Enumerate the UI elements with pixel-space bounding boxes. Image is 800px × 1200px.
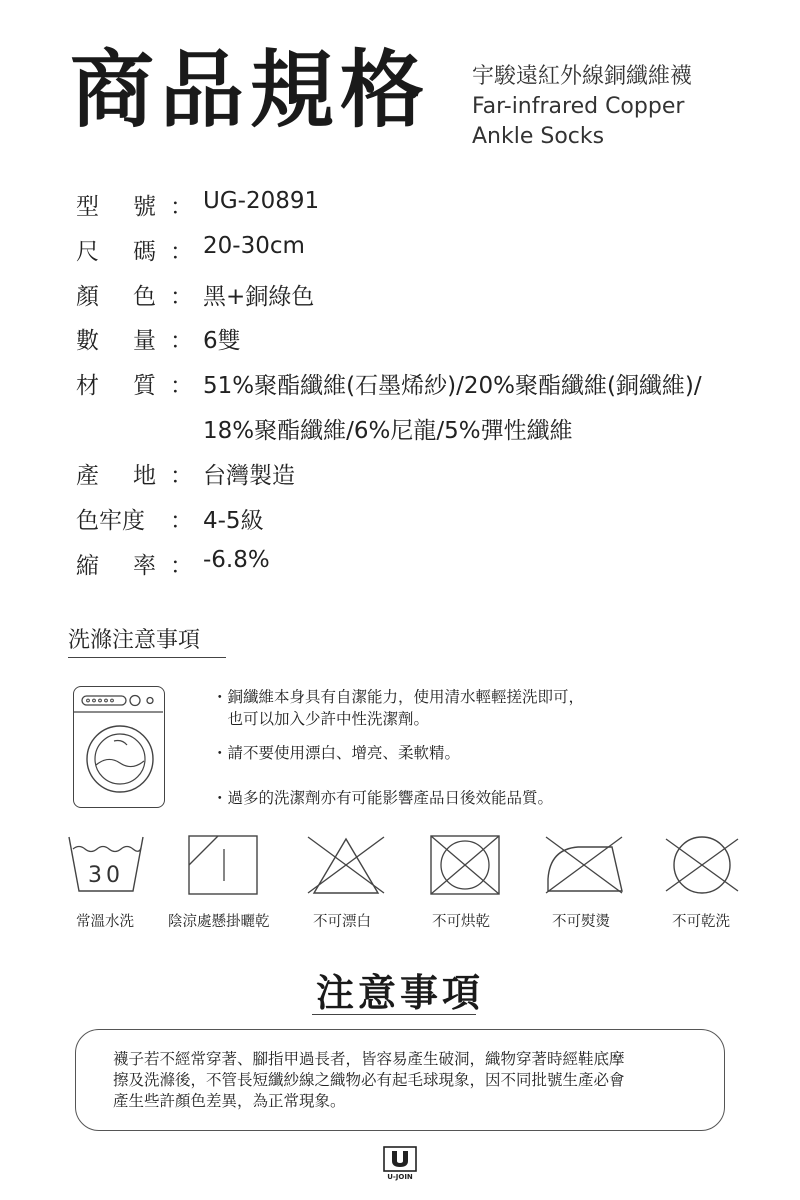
spec-value-size: 20-30cm — [203, 233, 305, 259]
spec-colon: ： — [170, 328, 193, 354]
washing-bullet-3: ・過多的洗潔劑亦有可能影響產品日後效能品質。 — [212, 789, 554, 807]
line-dry-shade-icon — [188, 835, 268, 895]
spec-value-material-line2: 18%聚酯纖維/6%尼龍/5%彈性纖維 — [203, 418, 573, 444]
symbol-label-no-bleach: 不可漂白 — [313, 914, 371, 930]
washing-machine-icon — [73, 686, 165, 808]
spec-value-model: UG-20891 — [203, 188, 320, 214]
product-name-zh: 宇駿遠紅外線銅纖維襪 — [472, 64, 693, 89]
spec-label-color: 顏 色 — [76, 284, 156, 310]
spec-value-color: 黑+銅綠色 — [203, 284, 315, 310]
washing-bullet-1: ・銅纖維本身具有自潔能力，使用清水輕輕搓洗即可， 也可以加入少許中性洗潔劑。 — [212, 688, 585, 728]
spec-value-quantity: 6雙 — [203, 328, 241, 354]
no-tumble-dry-icon — [428, 835, 508, 895]
spec-label-model: 型 號 — [76, 194, 156, 220]
brand-logo — [383, 1146, 417, 1184]
notice-title: 注意事項 — [315, 971, 484, 1015]
spec-value-shrinkage: -6.8% — [203, 547, 270, 573]
symbol-label-no-dry-clean: 不可乾洗 — [672, 914, 730, 930]
no-iron-icon — [544, 835, 624, 895]
no-bleach-icon — [306, 835, 386, 895]
spec-colon: ： — [170, 508, 193, 534]
wash-30-icon — [66, 835, 146, 895]
page-title: 商品規格 — [70, 41, 431, 139]
brand-logo-text: U-JOIN — [387, 1173, 413, 1181]
notice-title-underline — [312, 1014, 476, 1015]
spec-value-origin: 台灣製造 — [203, 463, 295, 489]
symbol-label-no-iron: 不可熨燙 — [552, 914, 610, 930]
spec-colon: ： — [170, 284, 193, 310]
spec-label-colorfastness: 色牢度 — [76, 508, 145, 534]
washing-heading-underline — [68, 657, 226, 658]
product-name-block — [472, 62, 692, 152]
product-name-en-line1: Far-infrared Copper — [472, 94, 685, 119]
spec-label-origin: 產 地 — [76, 463, 156, 489]
washing-heading: 洗滌注意事項 — [68, 628, 201, 653]
spec-value-colorfastness: 4-5級 — [203, 508, 264, 534]
spec-label-quantity: 數 量 — [76, 328, 156, 354]
spec-label-size: 尺 碼 — [76, 239, 156, 265]
spec-colon: ： — [170, 239, 193, 265]
spec-colon: ： — [170, 553, 193, 579]
spec-colon: ： — [170, 194, 193, 220]
spec-colon: ： — [170, 373, 193, 399]
spec-label-shrinkage: 縮 率 — [76, 553, 156, 579]
product-name-en-line2: Ankle Socks — [472, 124, 605, 149]
notice-text: 襪子若不經常穿著、腳指甲過長者，皆容易產生破洞，織物穿著時經鞋底摩 擦及洗滌後，不管長短纖紗線之織物必有起毛球現象，因不同批號生產必會 產生些許顏色差異，為正常現象。 — [113, 1050, 625, 1110]
washing-bullet-2: ・請不要使用漂白、增亮、柔軟精。 — [212, 744, 461, 762]
symbol-label-wash: 常溫水洗 — [76, 914, 134, 930]
spec-value-material: 51%聚酯纖維(石墨烯紗)/20%聚酯纖維(銅纖維)/ — [203, 373, 702, 399]
symbol-label-line-dry: 陰涼處懸掛曬乾 — [168, 914, 270, 930]
spec-colon: ： — [170, 463, 193, 489]
spec-label-material: 材 質 — [76, 373, 156, 399]
no-dry-clean-icon — [662, 835, 742, 895]
wash-temp: 30 — [88, 863, 124, 888]
symbol-label-no-tumble-dry: 不可烘乾 — [432, 914, 490, 930]
